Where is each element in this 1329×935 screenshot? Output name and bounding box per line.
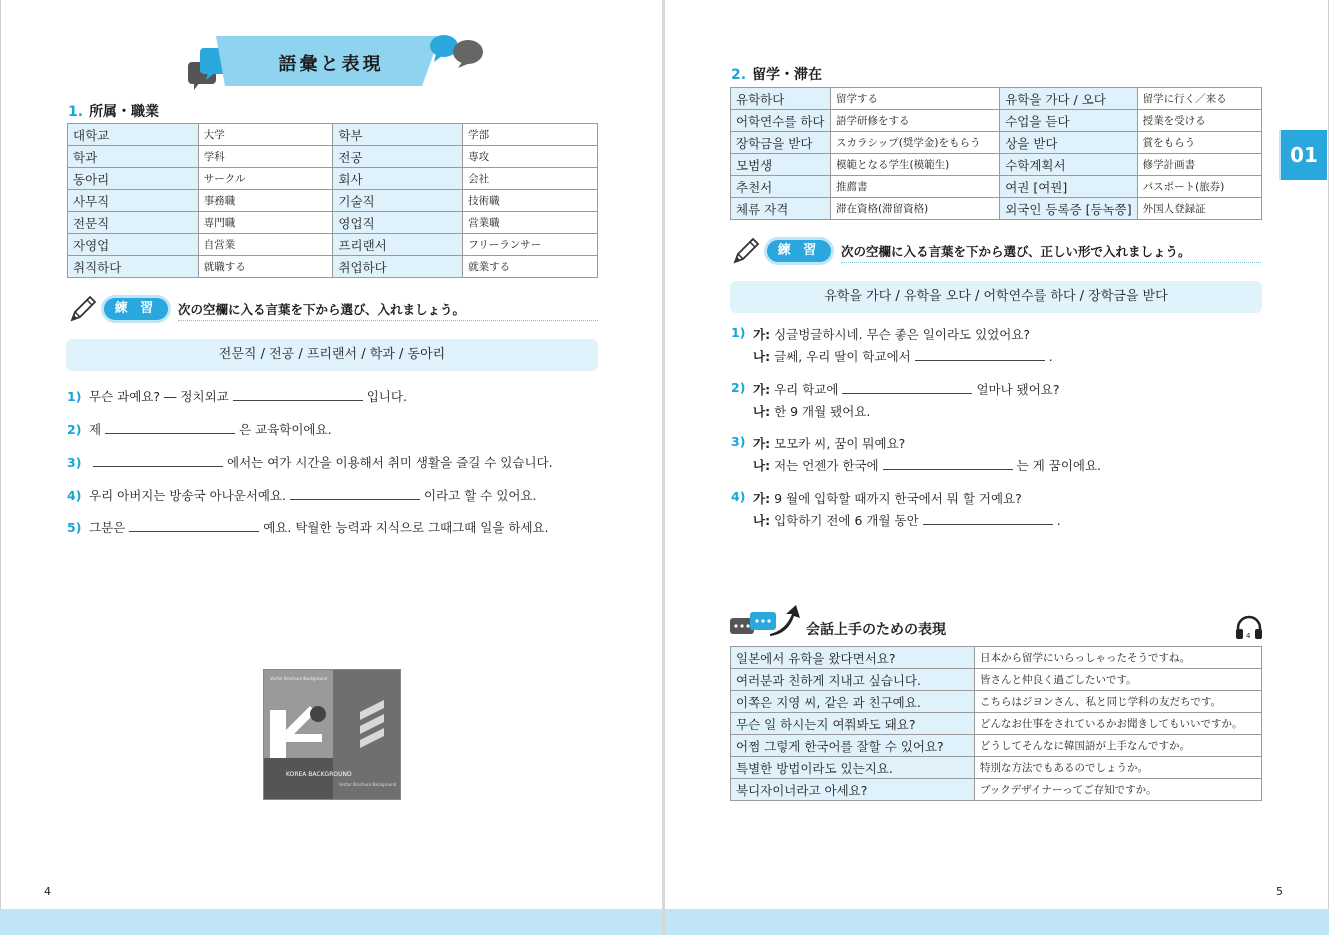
exercise-number: 1) (731, 325, 746, 340)
chapter-tab[interactable]: 01 (1281, 130, 1327, 180)
japanese-meaning: 大学 (198, 124, 333, 146)
dialog-text-after: 얼마나 됐어요? (976, 382, 1060, 397)
conversation-row (731, 757, 1262, 779)
speaker-label: 나: (753, 513, 771, 528)
section2-heading (731, 64, 822, 84)
vocab-row (68, 124, 598, 146)
japanese-meaning: サークル (198, 168, 333, 190)
korean-word: 여권 [여꿘] (1000, 176, 1137, 198)
japanese-meaning: 外国人登録証 (1137, 198, 1261, 220)
headphones-icon[interactable] (1234, 614, 1264, 640)
speech-arrow-icon (730, 604, 802, 638)
speaker-label: 가: (753, 491, 771, 506)
korean-word: 학과 (68, 146, 199, 168)
dialog-text: 9 월에 입학할 때까지 한국에서 뭐 할 거예요? (774, 491, 1022, 506)
dialog-line-b (753, 456, 1101, 474)
section1-title: 所属・職業 (89, 104, 160, 120)
book-cover-title: KOREA BACKGROUND (286, 771, 352, 778)
answer-blank[interactable] (915, 349, 1045, 361)
korean-word: 취업하다 (333, 256, 463, 278)
practice2-instruction: 次の空欄に入る言葉を下から選び、正しい形で入れましょう。 (841, 244, 1191, 259)
japanese-meaning: 留学する (830, 88, 999, 110)
audio-track-number: 4 (1246, 632, 1251, 640)
korean-word: 취직하다 (68, 256, 199, 278)
japanese-meaning: 自営業 (198, 234, 333, 256)
title-banner (186, 32, 486, 92)
korean-expression: 어쩜 그렇게 한국어를 잘할 수 있어요? (731, 735, 975, 757)
korean-word: 영업직 (333, 212, 463, 234)
vocab-row (731, 176, 1262, 198)
exercise-text-after: 에서는 여가 시간을 이용해서 취미 생활을 즐길 수 있습니다. (227, 455, 553, 470)
dialog-line-a (753, 489, 1022, 507)
japanese-meaning: 推薦書 (830, 176, 999, 198)
japanese-translation: 皆さんと仲良く過ごしたいです。 (975, 669, 1262, 691)
answer-blank[interactable] (290, 488, 420, 500)
korean-word: 전문직 (68, 212, 199, 234)
japanese-meaning: 模範となる学生(模範生) (830, 154, 999, 176)
left-footer-band (0, 909, 662, 935)
page-number-left: 4 (44, 885, 51, 898)
japanese-meaning: 事務職 (198, 190, 333, 212)
pencil-icon (68, 292, 100, 324)
practice2-badge: 練 習 (767, 240, 831, 262)
japanese-translation: こちらはジヨンさん、私と同じ学科の友だちです。 (975, 691, 1262, 713)
japanese-meaning: 授業を受ける (1137, 110, 1261, 132)
dialog-text-after: . (1056, 513, 1061, 528)
dialog-text-before: 입학하기 전에 6 개월 동안 (774, 513, 919, 528)
section1-heading (68, 101, 159, 121)
exercise-text-after: 은 교육학이에요. (239, 422, 332, 437)
japanese-meaning: 専門職 (198, 212, 333, 234)
japanese-meaning: 学科 (198, 146, 333, 168)
right-footer-band (665, 909, 1329, 935)
exercise-text-before: 제 (89, 422, 102, 437)
dialog-text: 한 9 개월 됐어요. (774, 404, 871, 419)
book-cover-graphic (264, 670, 401, 800)
vocab-row (731, 88, 1262, 110)
speaker-label: 가: (753, 382, 771, 397)
korean-word: 자영업 (68, 234, 199, 256)
answer-blank[interactable] (93, 455, 223, 467)
dialog-text-before: 저는 언젠가 한국에 (774, 458, 879, 473)
book-cover-top-text: Vector Brochure Background (270, 676, 328, 681)
dialog-line-b (753, 511, 1061, 529)
japanese-meaning: 営業職 (463, 212, 598, 234)
vocab-row (68, 168, 598, 190)
vocab-row (68, 190, 598, 212)
vocab-row (68, 234, 598, 256)
korean-word: 유학을 가다 / 오다 (1000, 88, 1137, 110)
vocab-row (731, 132, 1262, 154)
japanese-meaning: 会社 (463, 168, 598, 190)
korean-word: 사무직 (68, 190, 199, 212)
dialog-text-after: . (1048, 349, 1053, 364)
japanese-meaning: 学部 (463, 124, 598, 146)
book-cover-image (263, 669, 401, 800)
conversation-title: 会話上手のための表現 (806, 622, 946, 638)
korean-word: 유학하다 (731, 88, 831, 110)
practice1-instruction: 次の空欄に入る言葉を下から選び、入れましょう。 (178, 302, 466, 317)
japanese-meaning: 技術職 (463, 190, 598, 212)
conversation-row (731, 691, 1262, 713)
dialog-line-b (753, 402, 870, 420)
practice2-header (731, 238, 1261, 264)
speaker-label: 가: (753, 327, 771, 342)
dialog-line-a (753, 325, 1030, 343)
vocab-row (68, 212, 598, 234)
korean-word: 상을 받다 (1000, 132, 1137, 154)
exercise-number: 1) (67, 389, 82, 404)
korean-expression: 무슨 일 하시는지 여쭤봐도 돼요? (731, 713, 975, 735)
korean-expression: 일본에서 유학을 왔다면서요? (731, 647, 975, 669)
exercise-number: 5) (67, 520, 82, 535)
korean-expression: 여러분과 친하게 지내고 싶습니다. (731, 669, 975, 691)
exercise-number: 3) (67, 455, 82, 470)
practice1-badge: 練 習 (104, 298, 168, 320)
japanese-meaning: 専攻 (463, 146, 598, 168)
exercise-text-before: 우리 아버지는 방송국 아나운서예요. (89, 488, 287, 503)
section2-title: 留学・滞在 (752, 67, 823, 83)
vocab-row (731, 110, 1262, 132)
japanese-meaning: フリーランサー (463, 234, 598, 256)
vocab-row (68, 256, 598, 278)
japanese-translation: どうしてそんなに韓国語が上手なんですか。 (975, 735, 1262, 757)
japanese-meaning: スカラシップ(奨学金)をもらう (830, 132, 999, 154)
conversation-row (731, 647, 1262, 669)
korean-word: 외국인 등록증 [등녹쯩] (1000, 198, 1137, 220)
practice2-word-bank: 유학을 가다 / 유학을 오다 / 어학연수를 하다 / 장학금을 받다 (730, 281, 1262, 313)
exercise-item (67, 453, 553, 471)
korean-word: 체류 자격 (731, 198, 831, 220)
dialog-text-before: 글쎄, 우리 딸이 학교에서 (774, 349, 911, 364)
korean-word: 추천서 (731, 176, 831, 198)
exercise-text-before: 무슨 과예요? ― 정치외교 (89, 389, 229, 404)
korean-word: 동아리 (68, 168, 199, 190)
answer-blank[interactable] (842, 382, 972, 394)
japanese-translation: どんなお仕事をされているかお聞きしてもいいですか。 (975, 713, 1262, 735)
dialog-number (731, 434, 753, 449)
vocab-row (68, 146, 598, 168)
exercise-item (67, 387, 407, 405)
answer-blank[interactable] (129, 520, 259, 532)
korean-word: 수학계획서 (1000, 154, 1137, 176)
exercise-text-after: 입니다. (366, 389, 407, 404)
practice1-word-bank: 전문직 / 전공 / 프리랜서 / 학과 / 동아리 (66, 339, 598, 371)
japanese-translation: 特別な方法でもあるのでしょうか。 (975, 757, 1262, 779)
conversation-row (731, 779, 1262, 801)
exercise-number: 2) (67, 422, 82, 437)
korean-word: 대학교 (68, 124, 199, 146)
japanese-meaning: 就職する (198, 256, 333, 278)
page-title: 語彙と表現 (278, 54, 384, 75)
exercise-text-after: 이라고 할 수 있어요. (424, 488, 537, 503)
japanese-translation: 日本から留学にいらっしゃったそうですね。 (975, 647, 1262, 669)
korean-word: 전공 (333, 146, 463, 168)
dialog-text: 모모카 씨, 꿈이 뭐예요? (774, 436, 906, 451)
japanese-meaning: 留学に行く／来る (1137, 88, 1261, 110)
japanese-meaning: パスポート(旅券) (1137, 176, 1261, 198)
dialog-text-before: 우리 학교에 (774, 382, 839, 397)
japanese-translation: ブックデザイナーってご存知ですか。 (975, 779, 1262, 801)
korean-word: 프리랜서 (333, 234, 463, 256)
korean-word: 기술직 (333, 190, 463, 212)
book-cover-bottom-text: Vector Brochure Background (339, 782, 397, 787)
practice1-header (68, 296, 598, 322)
exercise-item (67, 518, 549, 536)
speaker-label: 나: (753, 349, 771, 364)
speaker-label: 나: (753, 404, 771, 419)
dialog-number (731, 325, 753, 340)
dialog-line-a (753, 380, 1060, 398)
answer-blank[interactable] (883, 458, 1013, 470)
exercise-number: 4) (731, 489, 746, 504)
conversation-heading (730, 604, 1262, 638)
vocab-table-1 (67, 123, 598, 278)
japanese-meaning: 滞在資格(滞留資格) (830, 198, 999, 220)
conversation-row (731, 669, 1262, 691)
dialog-line-b (753, 347, 1053, 365)
book-spine (662, 0, 665, 935)
exercise-number: 3) (731, 434, 746, 449)
answer-blank[interactable] (923, 513, 1053, 525)
exercise-item (67, 420, 332, 438)
section2-number: 2. (731, 67, 747, 83)
dotted-divider (178, 320, 598, 321)
korean-word: 어학연수를 하다 (731, 110, 831, 132)
exercise-number: 2) (731, 380, 746, 395)
vocab-row (731, 198, 1262, 220)
korean-word: 모범생 (731, 154, 831, 176)
dialog-number (731, 489, 753, 504)
page-number-right: 5 (1276, 885, 1283, 898)
korean-word: 학부 (333, 124, 463, 146)
exercise-text-after: 예요. 탁월한 능력과 지식으로 그때그때 일을 하세요. (263, 520, 549, 535)
korean-expression: 특별한 방법이라도 있는지요. (731, 757, 975, 779)
japanese-meaning: 賞をもらう (1137, 132, 1261, 154)
answer-blank[interactable] (105, 422, 235, 434)
korean-expression: 북디자이너라고 아세요? (731, 779, 975, 801)
exercise-number: 4) (67, 488, 82, 503)
vocab-row (731, 154, 1262, 176)
conversation-table (730, 646, 1262, 801)
dialog-text: 싱글벙글하시네. 무슨 좋은 일이라도 있었어요? (774, 327, 1031, 342)
conversation-row (731, 735, 1262, 757)
korean-word: 회사 (333, 168, 463, 190)
speaker-label: 나: (753, 458, 771, 473)
speaker-label: 가: (753, 436, 771, 451)
dialog-number (731, 380, 753, 395)
exercise-item (67, 486, 537, 504)
pencil-icon (731, 234, 763, 266)
korean-word: 수업을 듣다 (1000, 110, 1137, 132)
dotted-divider (841, 262, 1261, 263)
japanese-meaning: 語学研修をする (830, 110, 999, 132)
dialog-text-after: 는 게 꿈이에요. (1016, 458, 1102, 473)
dialog-line-a (753, 434, 905, 452)
exercise-text-before: 그분은 (89, 520, 126, 535)
vocab-table-2 (730, 87, 1262, 220)
speech-bubble-right-icon (426, 32, 486, 72)
korean-word: 장학금을 받다 (731, 132, 831, 154)
section1-number: 1. (68, 104, 84, 120)
japanese-meaning: 就業する (463, 256, 598, 278)
answer-blank[interactable] (233, 389, 363, 401)
korean-expression: 이쪽은 지영 씨, 같은 과 친구예요. (731, 691, 975, 713)
conversation-row (731, 713, 1262, 735)
japanese-meaning: 修学計画書 (1137, 154, 1261, 176)
